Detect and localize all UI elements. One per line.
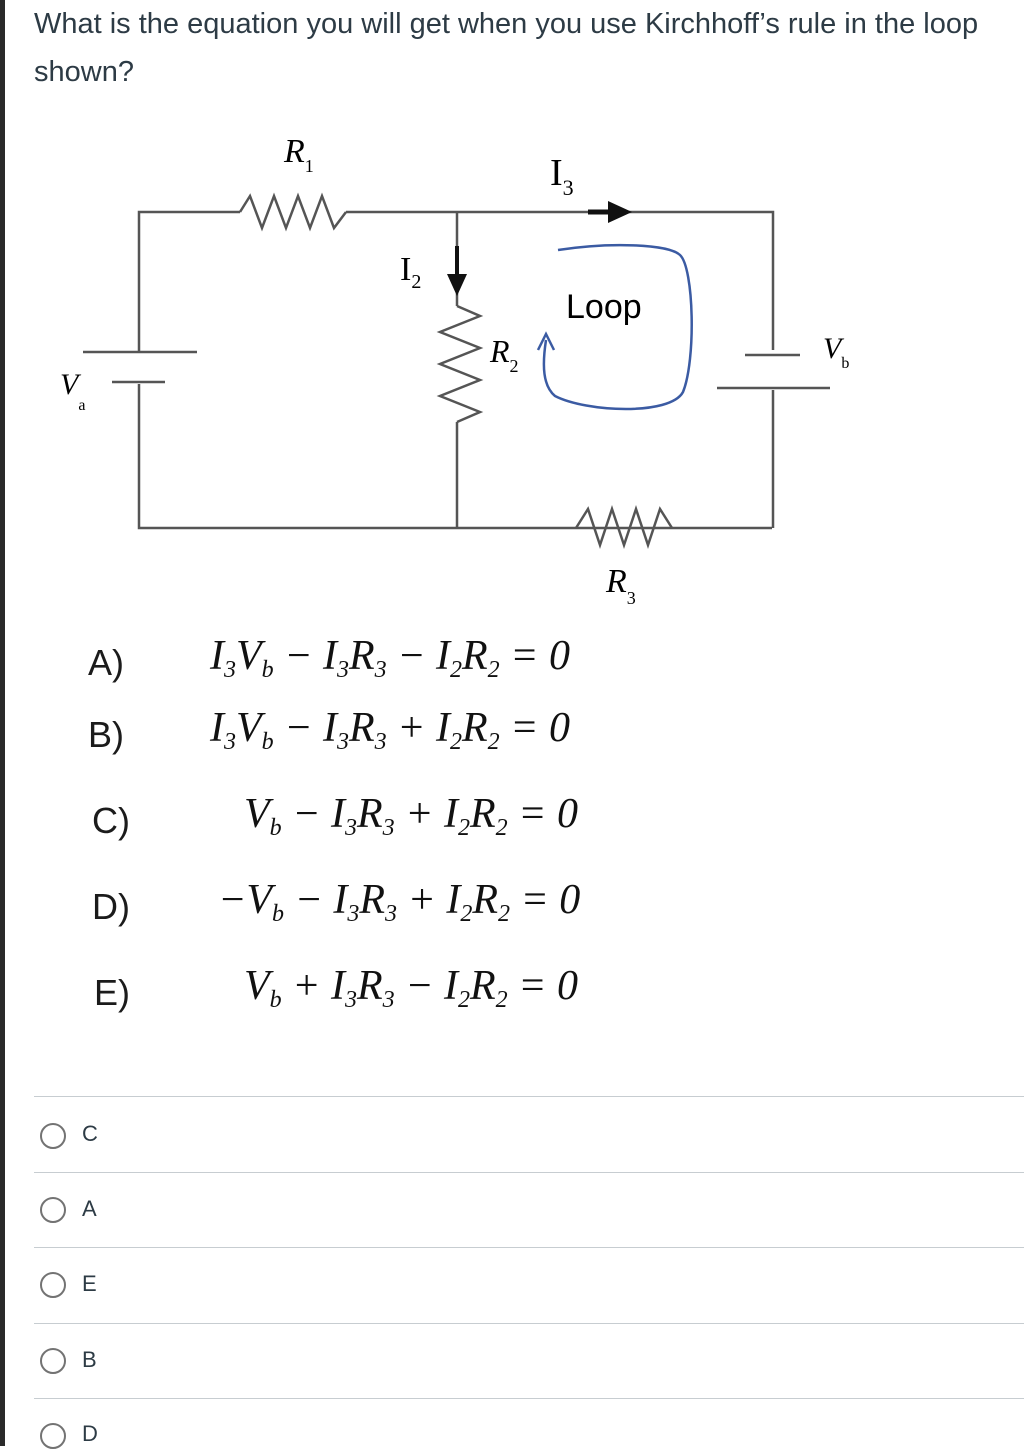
loop-label: Loop <box>566 288 642 326</box>
choice-equation: $V_b + I_3R_3 - I_2R_2 = 0$ <box>244 963 578 1013</box>
loop-arrow-path <box>544 245 692 409</box>
r1-zigzag <box>240 196 346 228</box>
r1-label: $R_1$ <box>284 133 314 176</box>
va-label: $V_a$ <box>60 368 86 414</box>
r3-label: $R_3$ <box>606 563 636 608</box>
bottom-wire <box>139 384 772 528</box>
i3-label: $I_3$ <box>550 152 574 200</box>
choice-c <box>0 786 1024 856</box>
answer-option-e[interactable] <box>34 1247 1024 1323</box>
choice-letter: A) <box>88 642 124 683</box>
choice-letter: B) <box>88 714 124 755</box>
choice-letter: C) <box>92 800 130 841</box>
answer-label[interactable]: A <box>82 1196 97 1221</box>
answer-option-c[interactable] <box>34 1096 1024 1172</box>
answer-label[interactable]: C <box>82 1121 98 1146</box>
i3-arrow-head <box>608 201 632 223</box>
choice-a <box>0 614 1024 684</box>
choice-letter: E) <box>94 972 130 1013</box>
circuit-diagram <box>0 100 1024 620</box>
r2-label: $R_2$ <box>490 333 519 376</box>
answer-label[interactable]: B <box>82 1347 97 1372</box>
choice-equation: $I_3V_b - I_3R_3 + I_2R_2 = 0$ <box>210 705 570 755</box>
radio-button[interactable] <box>40 1123 66 1149</box>
radio-button[interactable] <box>40 1272 66 1298</box>
choice-d <box>0 872 1024 942</box>
radio-button[interactable] <box>40 1197 66 1223</box>
answer-option-b[interactable] <box>34 1323 1024 1399</box>
choice-equation: $-V_b - I_3R_3 + I_2R_2 = 0$ <box>218 877 581 927</box>
choice-letter: D) <box>92 886 130 927</box>
vb-label: $V_b$ <box>823 332 850 372</box>
choice-b <box>0 700 1024 770</box>
radio-button[interactable] <box>40 1423 66 1449</box>
choice-e <box>0 958 1024 1028</box>
question-text: What is the equation you will get when you use Kirchhoff’s rule in the loop shown? <box>34 8 979 88</box>
radio-button[interactable] <box>40 1348 66 1374</box>
choice-equation: $V_b - I_3R_3 + I_2R_2 = 0$ <box>244 791 578 841</box>
r2-zigzag <box>440 306 480 422</box>
choice-equation: $I_3V_b - I_3R_3 - I_2R_2 = 0$ <box>210 633 570 683</box>
answer-option-a[interactable] <box>34 1172 1024 1248</box>
answer-label[interactable]: E <box>82 1271 97 1296</box>
i2-arrow-head <box>447 274 467 296</box>
answer-label[interactable]: D <box>82 1421 98 1446</box>
i2-label: $I_2$ <box>400 251 422 293</box>
top-wire-left <box>139 212 240 352</box>
answer-option-d[interactable] <box>34 1398 1024 1447</box>
